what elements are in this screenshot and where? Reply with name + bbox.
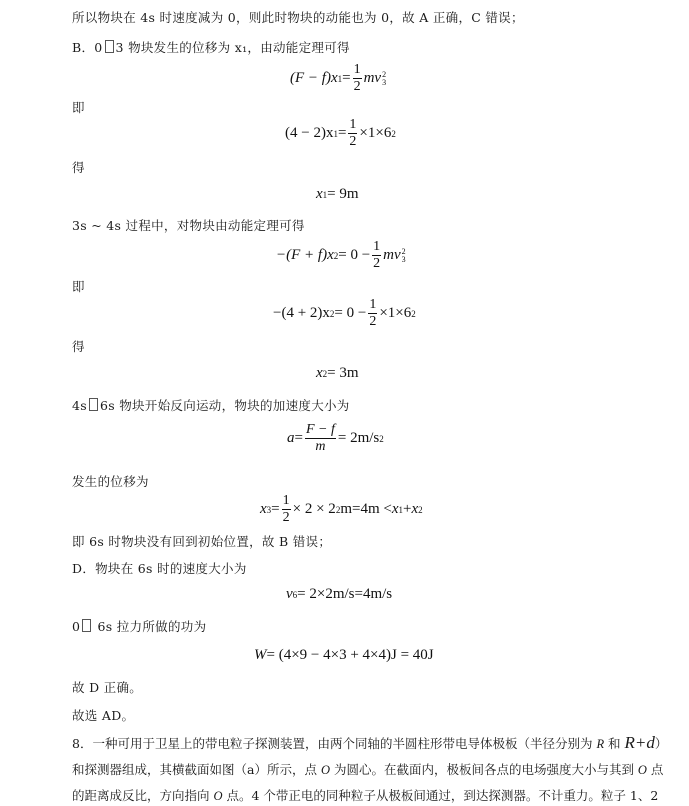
missing-glyph-box <box>105 40 114 53</box>
text-line-4s-6s <box>72 398 350 414</box>
option-B-suffix: 3 物块发生的位移为 x₁，由动能定理可得 <box>115 40 350 55</box>
interval-start: 4s <box>72 398 87 413</box>
text-line-work-0-6s <box>72 619 206 635</box>
interval-text: 6s 拉力所做的功为 <box>93 619 207 634</box>
equation-work-energy-1: (F − f)x 1 = $\frac{1}{2}$ mv 2 3 <box>290 62 387 94</box>
text-line-answer: 故选 AD。 <box>72 708 135 723</box>
text-line-option-B <box>72 40 350 56</box>
equation-work: W = (4×9 − 4×3 + 4×4)J = 40J <box>254 647 434 663</box>
text-line-3s-4s: 3s ~ 4s 过程中，对物块由动能定理可得 <box>72 218 305 233</box>
question-8-line-2: 和探测器组成，其横截面如图（a）所示，点 O 为圆心。在截面内，极板间各点的电场强度大小与其到 O 点 <box>72 762 664 777</box>
question-8-line-3: 的距离成反比，方向指向 O 点。4 个带正电的同种粒子从极板间通过，到达探测器。不计重力。粒子 1、2 <box>72 788 659 803</box>
text-line-option-D: D．物块在 6s 时的速度大小为 <box>72 561 247 576</box>
missing-glyph-box <box>82 619 91 632</box>
equation-substituted-2: −(4 + 2)x 2 = 0 − $\frac{1}{2}$ ×1×6 2 <box>273 297 416 329</box>
text-de-1: 得 <box>72 160 85 175</box>
text-line-displacement: 发生的位移为 <box>72 474 149 489</box>
text-line-conclusion-B: 即 6s 时物块没有回到初始位置，故 B 错误； <box>72 534 332 549</box>
question-8-line-1: 8．一种可用于卫星上的带电粒子探测装置，由两个同轴的半圆柱形带电导体极板（半径分别为 R 和 R+d） <box>72 733 668 752</box>
equation-x1-result: x 1 = 9m <box>316 186 359 202</box>
text-de-2: 得 <box>72 339 85 354</box>
equation-acceleration: a = $\frac{F - f}{m}$ = 2m/s 2 <box>287 422 384 454</box>
text-ji-1: 即 <box>72 100 85 115</box>
interval-text: 6s 物块开始反向运动，物块的加速度大小为 <box>99 398 350 413</box>
equation-v6: v 6 = 2×2m/s=4m/s <box>286 586 393 602</box>
option-B-prefix: B．0 <box>72 40 103 55</box>
text-line-conclusion-A-C: 所以物块在 4s 时速度减为 0，则此时物块的动能也为 0，故 A 正确，C 错误； <box>72 10 524 25</box>
missing-glyph-box <box>89 398 98 411</box>
text-line-conclusion-D: 故 D 正确。 <box>72 680 143 695</box>
equation-x3: x 3 = $\frac{1}{2}$ × 2 × 2 2 m=4m < x 1 + x 2 <box>260 493 423 525</box>
equation-substituted-1: (4 − 2)x 1 = $\frac{1}{2}$ ×1×6 2 <box>285 117 396 149</box>
equation-work-energy-2: −(F + f)x 2 = 0 − $\frac{1}{2}$ mv 2 3 <box>276 239 406 271</box>
equation-x2-result: x 2 = 3m <box>316 365 359 381</box>
text-ji-2: 即 <box>72 279 85 294</box>
interval-start: 0 <box>72 619 81 634</box>
